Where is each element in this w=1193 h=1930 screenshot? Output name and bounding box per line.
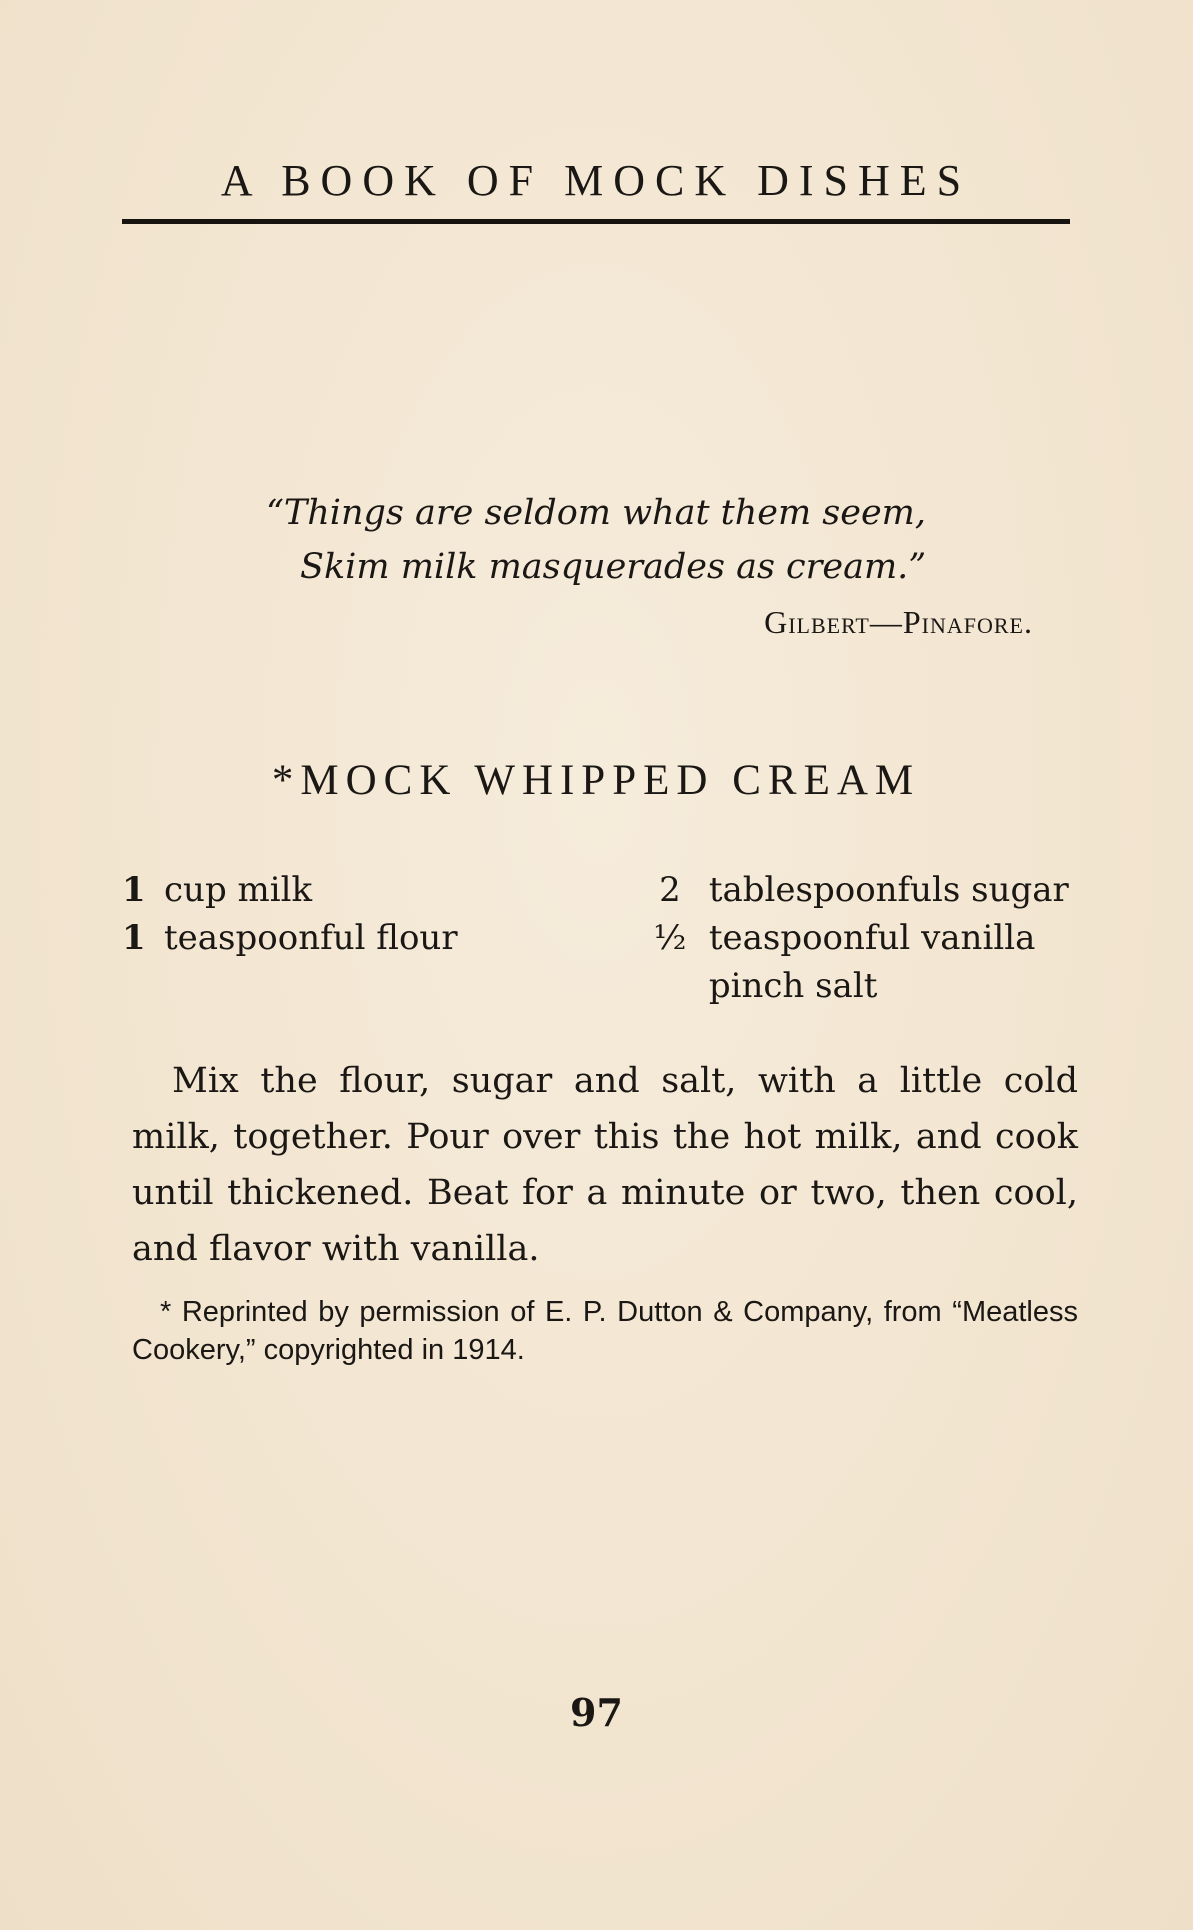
ingredient-quantity: ½ [653, 918, 687, 958]
ingredient-row [642, 966, 1069, 1014]
epigraph-line-1: “Things are seldom what them seem, [266, 493, 926, 533]
ingredient-quantity: 1 [122, 918, 146, 958]
ingredient-row [642, 870, 1069, 918]
ingredient-row [642, 918, 1069, 966]
ingredient-row [122, 918, 458, 966]
ingredient-item: tablespoonfuls sugar [708, 870, 1069, 910]
ingredient-quantity: 2 [659, 870, 681, 910]
epigraph-attribution: Gilbert—Pinafore. [764, 604, 1033, 640]
page-number: 97 [570, 1690, 623, 1735]
header-rule [122, 219, 1070, 224]
ingredients-right-column [642, 870, 1069, 1014]
recipe-method: Mix the flour, sugar and salt, with a little cold milk, together. Pour over this the hot milk, and cook until thickened. Beat for a minute or two, then cool, and flavor with vanilla. [132, 1061, 1078, 1269]
ingredient-quantity: 1 [122, 870, 146, 910]
ingredient-item: teaspoonful vanilla [708, 918, 1036, 958]
running-head: A BOOK OF MOCK DISHES [220, 156, 972, 205]
ingredient-item: teaspoonful flour [164, 918, 458, 958]
ingredients-left-column [122, 870, 458, 966]
footnote: * Reprinted by permission of E. P. Dutton & Company, from “Meatless Cookery,” copyrighted in 1914. [132, 1296, 1078, 1366]
recipe-title: *MOCK WHIPPED CREAM [271, 757, 921, 804]
ingredient-item: pinch salt [708, 966, 878, 1006]
ingredient-item: cup milk [164, 870, 313, 910]
ingredient-row [122, 870, 458, 918]
epigraph-line-2: Skim milk masquerades as cream.” [300, 547, 927, 587]
